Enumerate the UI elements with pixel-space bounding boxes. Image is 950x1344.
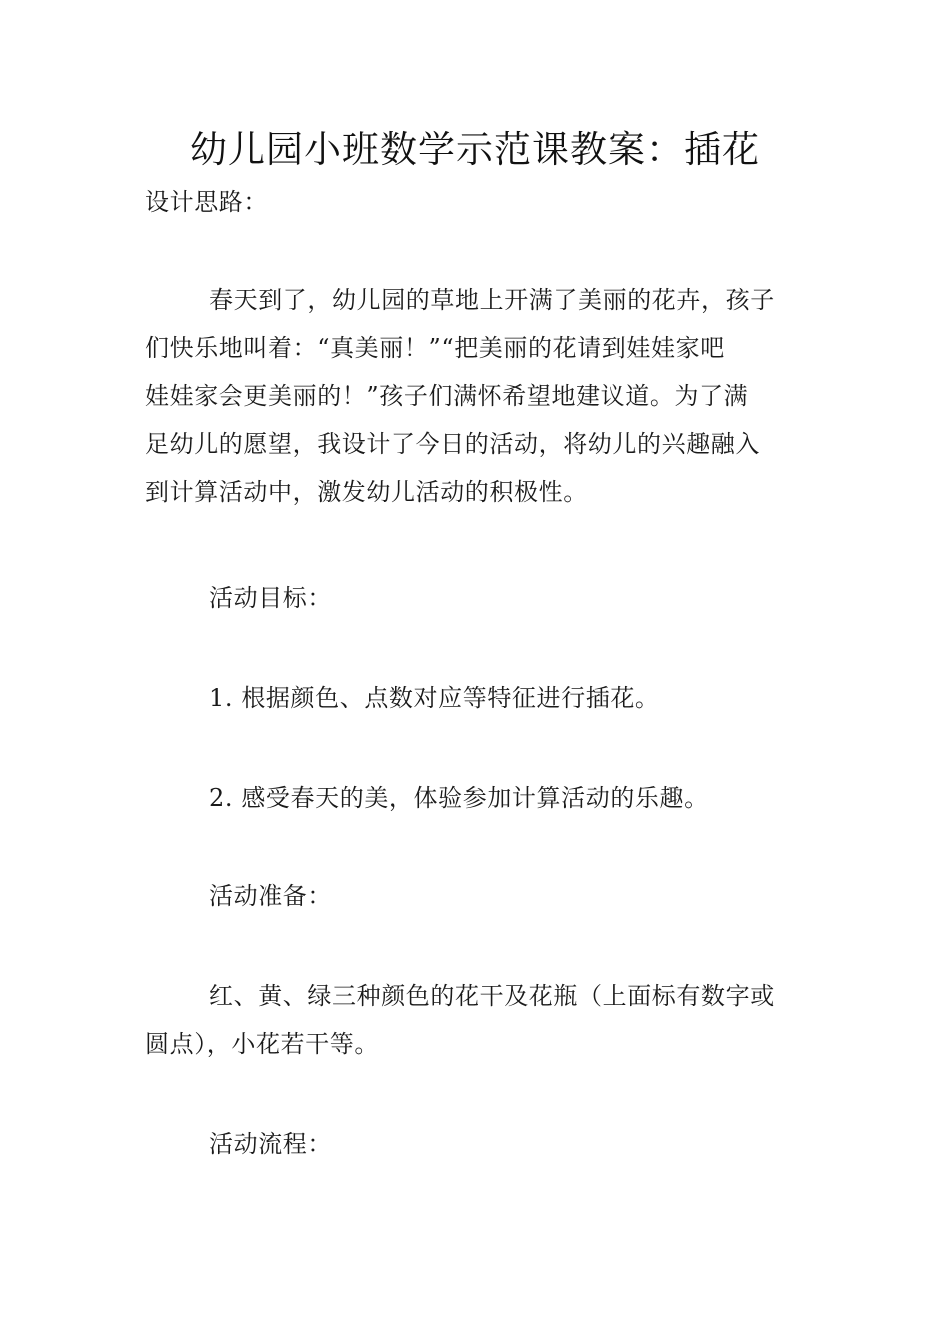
prep-line: 圆点），小花若干等。 xyxy=(145,1030,379,1058)
intro-line: 们快乐地叫着：“真美丽！”“把美丽的花请到娃娃家吧 xyxy=(145,334,725,362)
goals-heading: 活动目标： xyxy=(209,584,332,612)
intro-line: 娃娃家会更美丽的！”孩子们满怀希望地建议道。为了满 xyxy=(145,382,749,410)
intro-line: 春天到了，幼儿园的草地上开满了美丽的花卉，孩子 xyxy=(209,286,775,314)
intro-paragraph xyxy=(145,276,810,516)
goal-item-1: 1. 根据颜色、点数对应等特征进行插花。 xyxy=(209,684,660,712)
process-heading: 活动流程： xyxy=(209,1130,332,1158)
goal-item-2: 2. 感受春天的美，体验参加计算活动的乐趣。 xyxy=(209,784,709,812)
prep-line: 红、黄、绿三种颜色的花干及花瓶（上面标有数字或 xyxy=(209,982,775,1010)
design-heading: 设计思路： xyxy=(145,188,268,216)
prep-heading: 活动准备： xyxy=(209,882,332,910)
document-title: 幼儿园小班数学示范课教案：插花 xyxy=(190,128,760,171)
intro-line: 足幼儿的愿望，我设计了今日的活动，将幼儿的兴趣融入 xyxy=(145,430,760,458)
intro-line: 到计算活动中，激发幼儿活动的积极性。 xyxy=(145,478,588,506)
prep-paragraph xyxy=(145,972,810,1068)
